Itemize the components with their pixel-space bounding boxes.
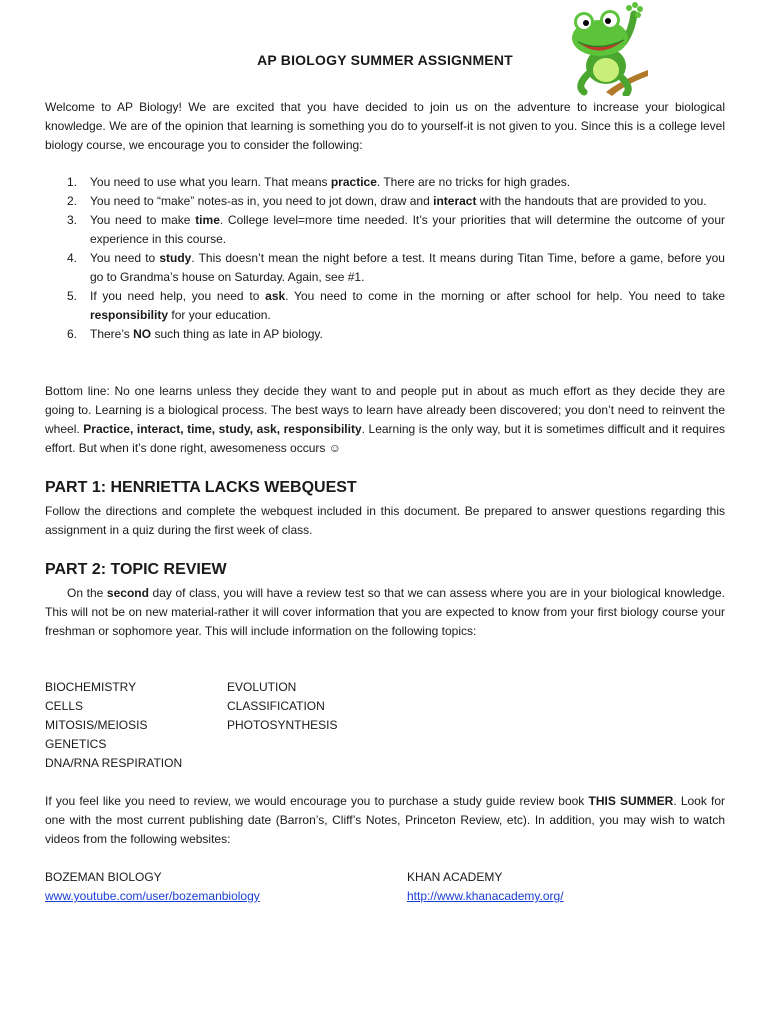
bozeman-link[interactable]: www.youtube.com/user/bozemanbiology: [45, 889, 260, 903]
part2-paragraph: On the second day of class, you will have a review test so that we can assess where you are in your biological knowledge. This will not be on new material-rather it will cover information that you are expected to know from your first biology course your freshman or sophomore year. This will include information on the following topics:: [45, 586, 726, 638]
intro-paragraph: Welcome to AP Biology! We are excited that you have decided to join us on the adventure to increase your biological knowledge. We are of the opinion that learning is something you do to yourself-it is not given to you. Since this is a college level biology course, we encourage you to consider the following:: [45, 100, 725, 152]
part1-heading: PART 1: HENRIETTA LACKS WEBQUEST: [45, 479, 357, 496]
part1-paragraph: Follow the directions and complete the webquest included in this document. Be prepared to answer questions regarding this assignment in a quiz during the first week of class.: [45, 504, 725, 537]
list-item: CLASSIFICATION: [227, 699, 325, 713]
review-paragraph: If you feel like you need to review, we would encourage you to purchase a study guide review book THIS SUMMER. Look for one with the most current publishing date (Barron’s, Cliff’s Notes, Princeton Review, etc). In addition, you may wish to watch videos from the following websites:: [45, 794, 726, 846]
list-item: MITOSIS/MEIOSIS: [45, 718, 148, 732]
site-name: KHAN ACADEMY: [407, 870, 503, 884]
part2-heading: PART 2: TOPIC REVIEW: [45, 561, 227, 578]
topics-right-column: [227, 678, 337, 735]
list-item: 3. You need to make time. College level=more time needed. It’s your priorities that will determine the outcome of your experience in this course.: [67, 213, 725, 246]
topics-left-column: [45, 678, 182, 773]
list-item: 1. You need to use what you learn. That means practice. There are no tricks for high grades.: [67, 175, 571, 189]
list-item: BIOCHEMISTRY: [45, 680, 137, 694]
khan-link[interactable]: http://www.khanacademy.org/: [407, 889, 564, 903]
frog-mascot-icon: [566, 0, 648, 96]
list-item: 6. There’s NO such thing as late in AP biology.: [67, 327, 323, 341]
bottom-line-paragraph: Bottom line: No one learns unless they decide they want to and people put in about as much effort as they decide they are going to. Learning is a biological process. The best ways to learn have already been discovered; you don’t need to reinvent the wheel. Practice, interact, time, study, ask, responsibility. Learning is the only way, but it is sometimes difficult and it requires effort. But when it’s done right, awesomeness occurs ☺: [45, 384, 725, 455]
list-item: 5. If you need help, you need to ask. You need to come in the morning or after school for help. You need to take responsibility for your education.: [67, 289, 725, 322]
list-item: 4. You need to study. This doesn’t mean the night before a test. It means during Titan Time, before a game, before you go to Grandma’s house on Saturday. Again, see #1.: [67, 251, 725, 284]
list-item: DNA/RNA RESPIRATION: [45, 756, 183, 770]
site-name: BOZEMAN BIOLOGY: [45, 870, 162, 884]
list-item: 2. You need to “make” notes-as in, you need to jot down, draw and interact with the handouts that are provided to you.: [67, 194, 707, 208]
list-item: EVOLUTION: [227, 680, 297, 694]
list-item: PHOTOSYNTHESIS: [227, 718, 338, 732]
site-khan: [407, 868, 564, 906]
site-bozeman: [45, 868, 260, 906]
advice-list: [45, 173, 725, 344]
list-item: CELLS: [45, 699, 84, 713]
document-title: AP BIOLOGY SUMMER ASSIGNMENT: [257, 52, 513, 68]
list-item: GENETICS: [45, 737, 107, 751]
